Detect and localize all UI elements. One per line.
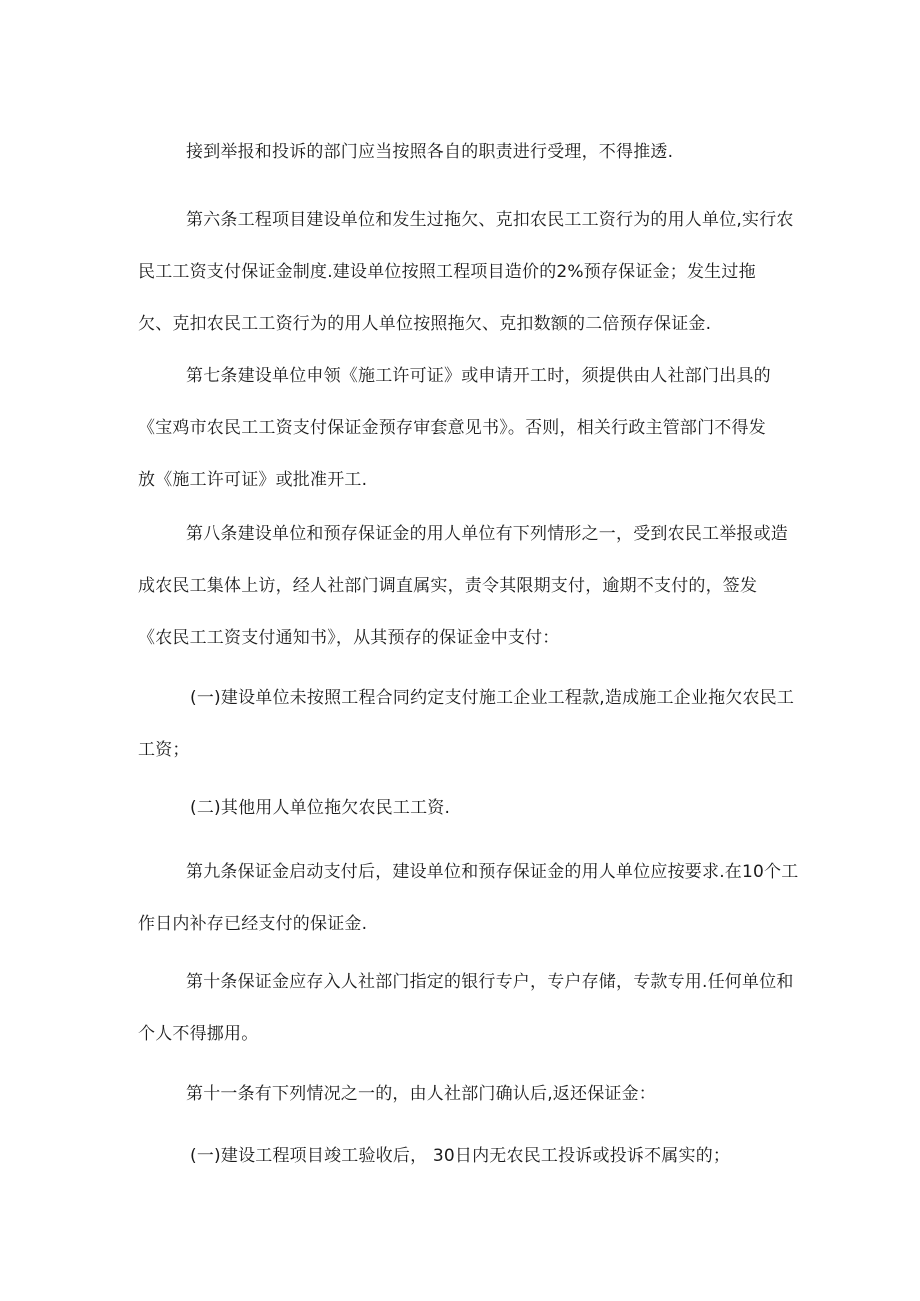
paragraph-article-6 xyxy=(138,194,798,350)
paragraph-article-9 xyxy=(138,846,798,950)
paragraph-article-11-item-1 xyxy=(138,1130,798,1182)
text-line: 成农民工集体上访，经人社部门调直属实，责令其限期支付，逾期不支付的，签发 xyxy=(138,576,758,596)
paragraph-item-2 xyxy=(138,782,798,834)
text-line: 第十条保证金应存入人社部门指定的银行专户，专户存储，专款专用.任何单位和 xyxy=(186,972,794,992)
text-line: (二)其他用人单位拖欠农民工工资. xyxy=(190,798,451,818)
text-line: 第九条保证金启动支付后，建设单位和预存保证金的用人单位应按要求.在10个工 xyxy=(186,862,799,882)
text-line: 欠、克扣农民工工资行为的用人单位按照拖欠、克扣数额的二倍预存保证金. xyxy=(138,314,712,334)
text-line: 工资； xyxy=(138,740,190,760)
text-line: 第八条建设单位和预存保证金的用人单位有下列情形之一，受到农民工举报或造 xyxy=(186,524,788,544)
paragraph-article-10 xyxy=(138,956,798,1060)
text-line: 第六条工程项目建设单位和发生过拖欠、克扣农民工工资行为的用人单位,实行农 xyxy=(186,210,794,230)
text-line: 第十一条有下列情况之一的，由人社部门确认后,返还保证金： xyxy=(186,1084,657,1104)
paragraph-item-1 xyxy=(138,672,798,776)
text-line: 接到举报和投诉的部门应当按照各自的职责进行受理，不得推透. xyxy=(186,142,674,162)
text-line: 《宝鸡市农民工工资支付保证金预存审套意见书》。否则，相关行政主管部门不得发 xyxy=(138,418,766,438)
text-line: 民工工资支付保证金制度.建设单位按照工程项目造价的2%预存保证金；发生过拖 xyxy=(138,262,756,282)
text-line: (一)建设工程项目竣工验收后， 30日内无农民工投诉或投诉不属实的； xyxy=(190,1146,731,1166)
paragraph-article-11 xyxy=(138,1068,798,1120)
paragraph-acceptance xyxy=(138,126,798,178)
paragraph-article-7 xyxy=(138,350,798,506)
text-line: 放《施工许可证》或批准开工. xyxy=(138,470,368,490)
text-line: 《农民工工资支付通知书》，从其预存的保证金中支付： xyxy=(138,628,560,648)
text-line: 个人不得挪用。 xyxy=(138,1024,259,1044)
text-line: 作日内补存已经支付的保证金. xyxy=(138,914,368,934)
paragraph-article-8 xyxy=(138,508,798,664)
text-line: (一)建设单位未按照工程合同约定支付施工企业工程款,造成施工企业拖欠农民工 xyxy=(190,688,795,708)
text-line: 第七条建设单位申领《施工许可证》或申请开工时，须提供由人社部门出具的 xyxy=(186,366,771,386)
